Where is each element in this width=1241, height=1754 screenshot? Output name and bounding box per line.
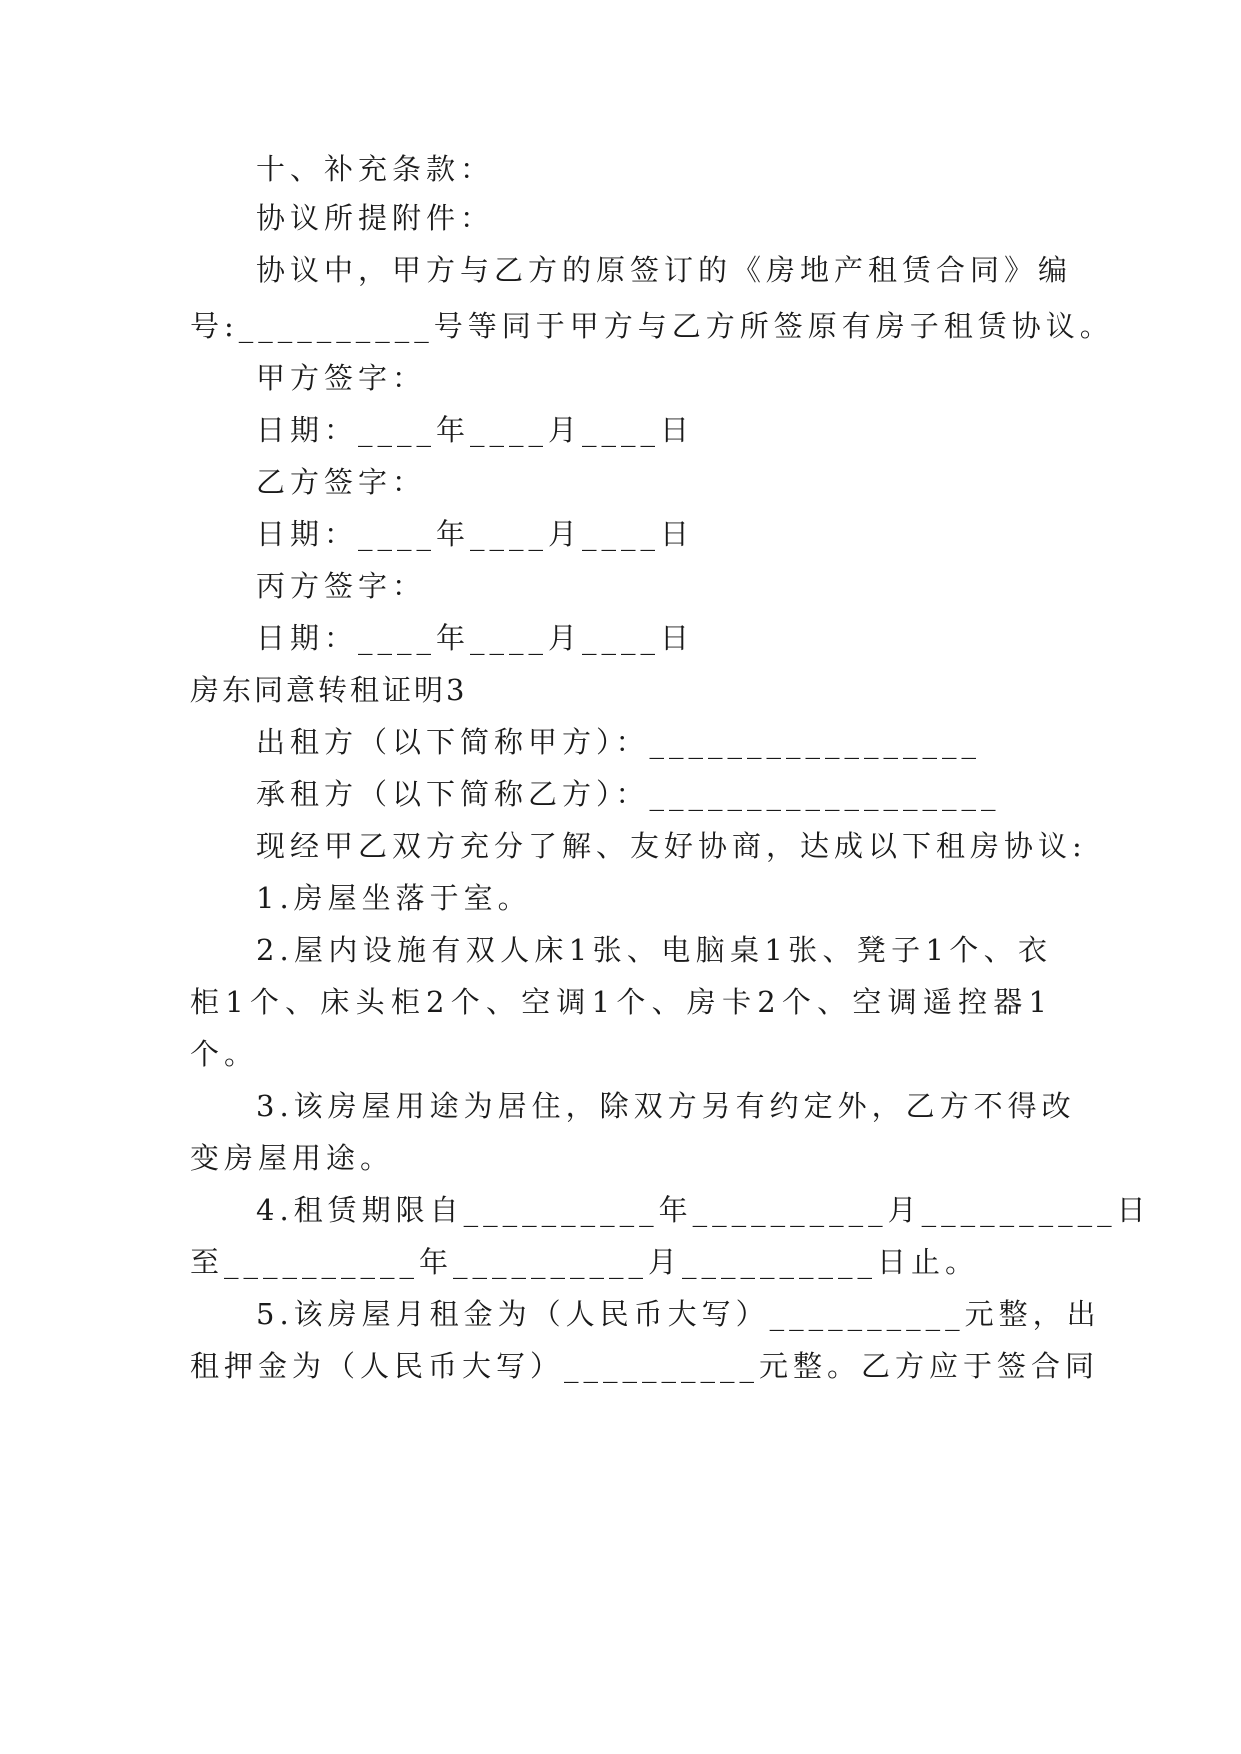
clause-2-end: 个。 [190,1037,259,1071]
section-title: 房东同意转租证明3 [190,673,468,707]
lessor-line: 出租方（以下简称甲方）：_________________ [256,725,982,759]
lessee-line: 承租方（以下简称乙方）：__________________ [256,777,1001,811]
paragraph-line: 协议中，甲方与乙方的原签订的《房地产租赁合同》编 [256,253,1073,287]
party-a-signature: 甲方签字： [256,361,427,395]
clause-5: 5.该房屋月租金为（人民币大写）__________元整，出 [256,1297,1101,1331]
clause-2-cont: 柜1个、床头柜2个、空调1个、房卡2个、空调遥控器1 [190,985,1052,1019]
clause-3-end: 变房屋用途。 [190,1141,395,1175]
party-a-date: 日期：____年____月____日 [256,413,695,447]
agreement-intro: 现经甲乙双方充分了解、友好协商，达成以下租房协议: [256,829,1087,863]
clause-3: 3.该房屋用途为居住，除双方另有约定外，乙方不得改 [256,1089,1076,1123]
attachments-line: 协议所提附件： [256,201,495,235]
clause-4-end: 至__________年__________月__________日止。 [190,1245,980,1279]
paragraph-line: 号:__________号等同于甲方与乙方所签原有房子租赁协议。 [190,309,1114,343]
clause-2: 2.屋内设施有双人床1张、电脑桌1张、凳子1个、衣 [256,933,1052,967]
clause-1: 1.房屋坐落于室。 [256,881,532,915]
clause-4: 4.租赁期限自__________年__________月__________日 [256,1193,1151,1227]
clause-5-cont: 租押金为（人民币大写）__________元整。乙方应于签合同 [190,1349,1100,1383]
clause-ten-supplement: 十、补充条款： [256,152,495,186]
party-b-signature: 乙方签字： [256,465,427,499]
party-b-date: 日期：____年____月____日 [256,517,695,551]
party-c-date: 日期：____年____月____日 [256,621,695,655]
party-c-signature: 丙方签字： [256,569,427,603]
